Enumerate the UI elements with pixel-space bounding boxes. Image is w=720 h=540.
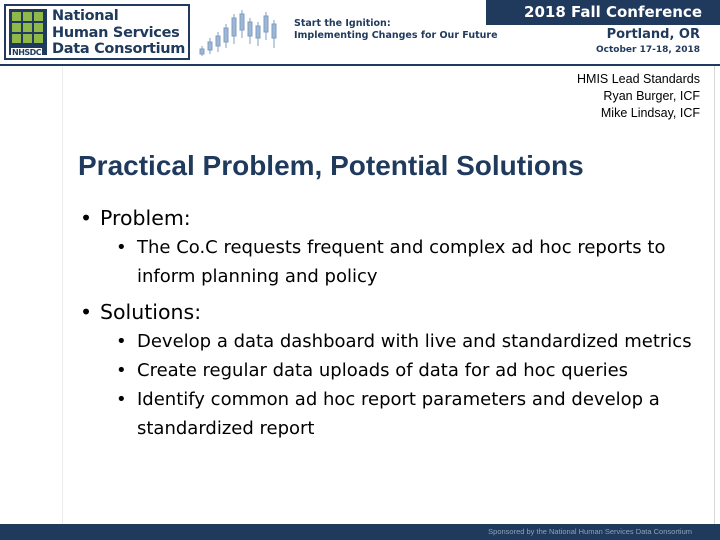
bullet-solution-item: • Develop a data dashboard with live and standardized metrics: [78, 327, 708, 356]
conference-dates: October 17-18, 2018: [596, 45, 700, 55]
logo-text: [52, 8, 190, 58]
bullet-solution-item: • Identify common ad hoc report parameters and develop a standardized report: [78, 385, 708, 443]
footer-bar: [0, 524, 720, 540]
bullet-solutions: • Solutions:: [78, 298, 708, 327]
conference-tagline: [294, 18, 498, 42]
conference-title-bar: [486, 0, 720, 25]
tagline-line: Start the Ignition:: [294, 18, 391, 29]
bullet-solution-item: • Create regular data uploads of data for ad hoc queries: [78, 356, 708, 385]
slide-title: Practical Problem, Potential Solutions: [78, 150, 584, 181]
conference-title: 2018 Fall Conference: [524, 3, 702, 21]
logo-line: National: [52, 8, 119, 24]
byline-line: HMIS Lead Standards: [577, 72, 700, 86]
bullet-problem-item: • The Co.C requests frequent and complex ad hoc reports to inform planning and policy: [78, 233, 708, 291]
bullet-problem: • Problem:: [78, 204, 708, 233]
logo-mark: NHSDC: [12, 48, 42, 57]
candlestick-graphic-icon: [198, 8, 284, 58]
nhsdc-logo: [4, 4, 190, 60]
logo-line: Data Consortium: [52, 41, 186, 57]
tagline-line: Implementing Changes for Our Future: [294, 30, 498, 41]
footer-sponsor-text: Sponsored by the National Human Services Data Consortium: [488, 527, 692, 536]
header-banner: [0, 0, 720, 66]
bullet-list: [78, 204, 708, 443]
byline: [577, 71, 700, 122]
logo-line: Human Services: [52, 24, 180, 41]
byline-line: Mike Lindsay, ICF: [600, 106, 700, 120]
conference-city: Portland, OR: [606, 27, 700, 42]
byline-line: Ryan Burger, ICF: [603, 89, 700, 103]
